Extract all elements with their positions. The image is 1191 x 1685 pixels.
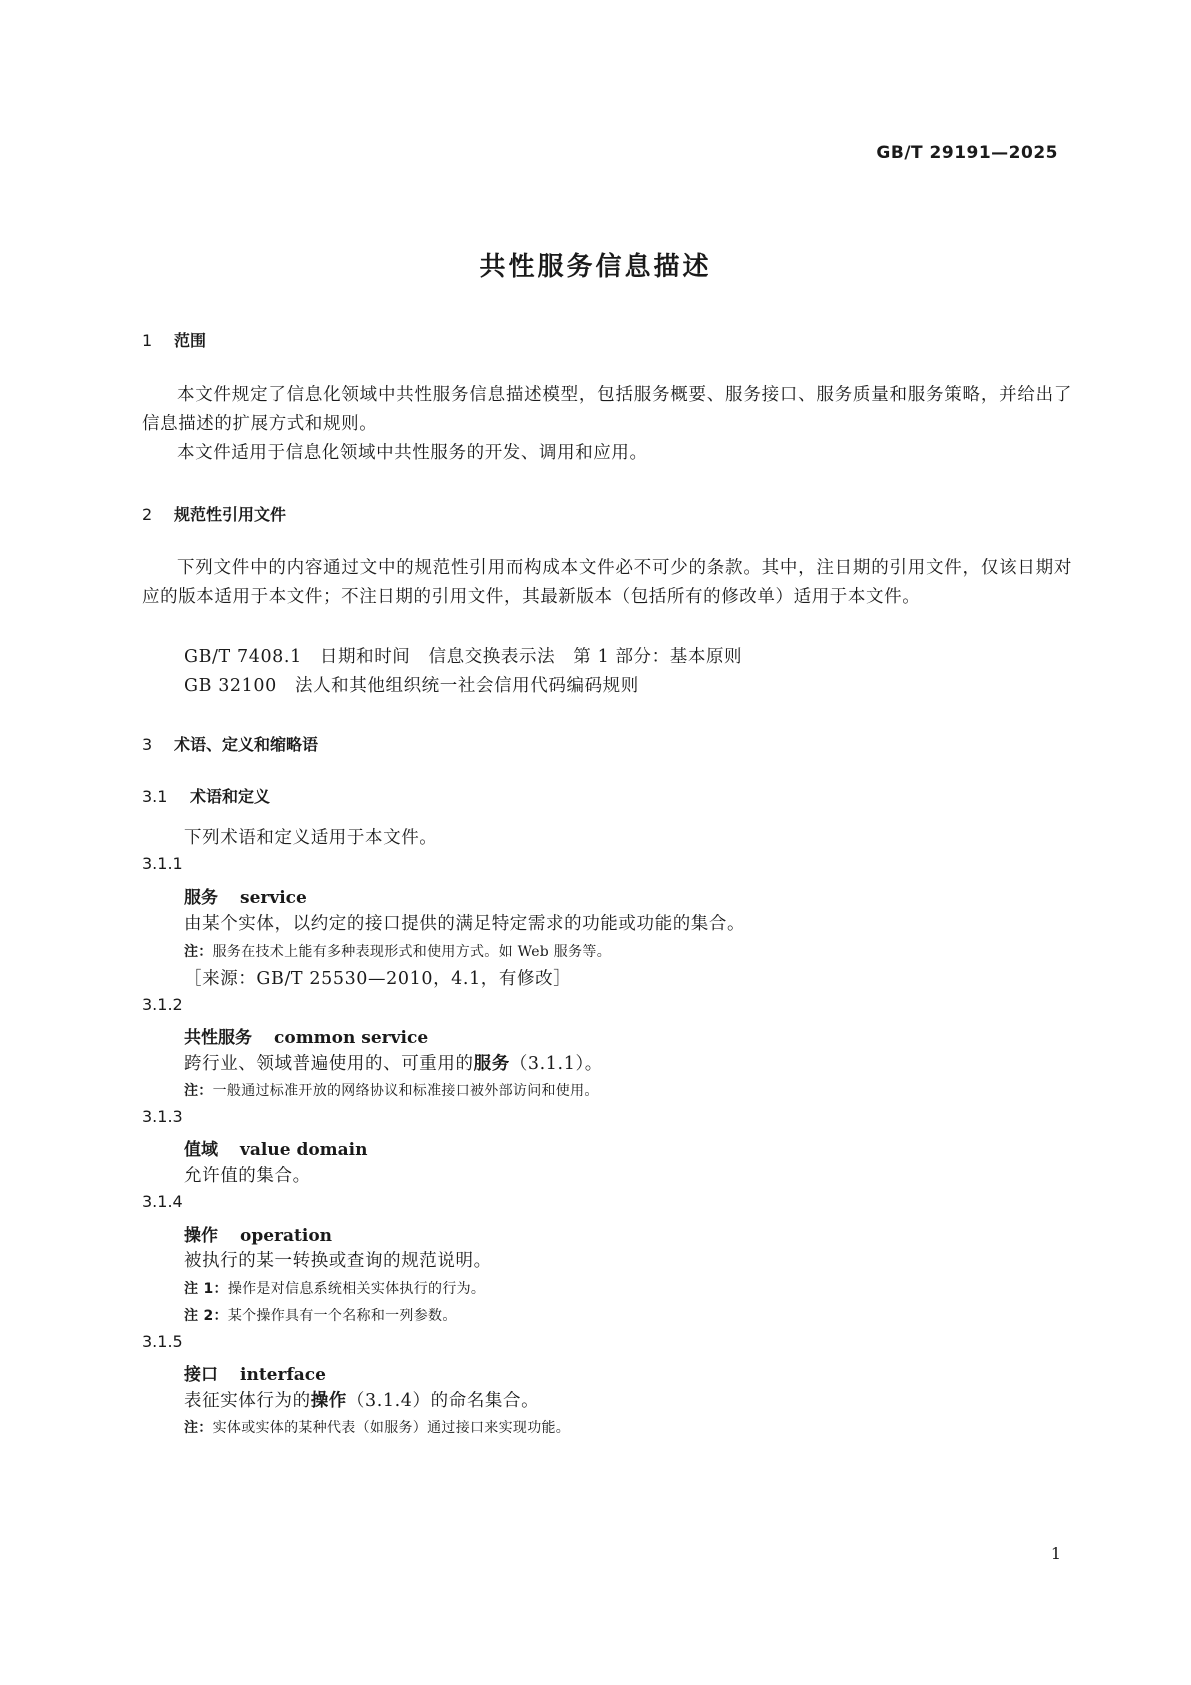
term-zh: 值域: [184, 1140, 218, 1160]
term-number: 3.1.4: [142, 1192, 183, 1211]
subsection-number: 3.1: [142, 787, 168, 806]
term-zh: 操作: [184, 1226, 218, 1246]
document-title: 共性服务信息描述: [479, 252, 712, 282]
page-number: 1: [1050, 1544, 1061, 1563]
term-heading: [184, 883, 307, 908]
term-number: 3.1.3: [142, 1107, 183, 1126]
term-number: 3.1.1: [142, 854, 183, 873]
section-3-heading: [142, 732, 318, 755]
section-number: 1: [142, 331, 153, 350]
scope-paragraph-1: 本文件规定了信息化领域中共性服务信息描述模型，包括服务概要、服务接口、服务质量和服务策略，并给出了信息描述的扩展方式和规则。: [142, 385, 1072, 434]
term-note: [184, 1278, 485, 1298]
term-reference: 操作: [310, 1391, 347, 1411]
definition-text: （3.1.1）。: [509, 1054, 603, 1074]
definition-text: （3.1.4）的命名集合。: [346, 1391, 540, 1411]
term-en: common service: [274, 1028, 429, 1048]
term-en: interface: [240, 1365, 326, 1385]
term-definition: [184, 1050, 603, 1075]
reference-item: GB/T 7408.1 日期和时间 信息交换表示法 第 1 部分：基本原则: [184, 647, 743, 667]
term-note: [184, 941, 611, 961]
note-label: 注：: [184, 1083, 213, 1099]
term-zh: 服务: [184, 888, 218, 908]
term-note: [184, 1080, 599, 1100]
term-number: 3.1.5: [142, 1332, 183, 1351]
note-text: 操作是对信息系统相关实体执行的行为。: [227, 1281, 486, 1297]
term-number: 3.1.2: [142, 995, 183, 1014]
term-en: operation: [240, 1226, 333, 1246]
note-label: 注 2：: [184, 1308, 228, 1324]
note-label: 注 1：: [184, 1281, 228, 1297]
term-zh: 共性服务: [184, 1028, 252, 1048]
term-zh: 接口: [184, 1365, 218, 1385]
terms-intro: 下列术语和定义适用于本文件。: [184, 828, 438, 848]
section-title: 范围: [174, 331, 207, 350]
term-definition: 允许值的集合。: [184, 1166, 311, 1186]
section-2-heading: [142, 502, 286, 525]
section-title: 规范性引用文件: [174, 505, 287, 524]
section-1-heading: [142, 328, 206, 351]
note-text: 一般通过标准开放的网络协议和标准接口被外部访问和使用。: [212, 1083, 599, 1099]
note-label: 注：: [184, 944, 213, 960]
note-label: 注：: [184, 1420, 213, 1436]
term-en: value domain: [240, 1140, 368, 1160]
term-note: [184, 1305, 457, 1325]
scope-paragraph-2: 本文件适用于信息化领域中共性服务的开发、调用和应用。: [177, 443, 648, 463]
term-source: ［来源：GB/T 25530—2010，4.1，有修改］: [184, 969, 572, 989]
definition-text: 跨行业、领域普遍使用的、可重用的: [184, 1054, 474, 1074]
term-heading: [184, 1135, 368, 1160]
term-heading: [184, 1023, 428, 1048]
note-text: 服务在技术上能有多种表现形式和使用方式。如 Web 服务等。: [212, 944, 612, 960]
subsection-title: 术语和定义: [190, 787, 271, 806]
term-definition: 由某个实体，以约定的接口提供的满足特定需求的功能或功能的集合。: [184, 914, 746, 934]
term-en: service: [240, 888, 307, 908]
term-note: [184, 1417, 570, 1437]
note-text: 实体或实体的某种代表（如服务）通过接口来实现功能。: [212, 1420, 571, 1436]
normative-references-paragraph: 下列文件中的内容通过文中的规范性引用而构成本文件必不可少的条款。其中，注日期的引用文件，仅该日期对应的版本适用于本文件；不注日期的引用文件，其最新版本（包括所有的修改单）适用于本文件。: [142, 558, 1072, 607]
subsection-3-1-heading: [142, 784, 270, 807]
term-heading: [184, 1221, 332, 1246]
term-heading: [184, 1360, 326, 1385]
term-reference: 服务: [473, 1054, 510, 1074]
term-definition: 被执行的某一转换或查询的规范说明。: [184, 1251, 492, 1271]
standard-number: GB/T 29191—2025: [876, 143, 1058, 163]
term-definition: [184, 1387, 539, 1412]
reference-item: GB 32100 法人和其他组织统一社会信用代码编码规则: [184, 676, 639, 696]
note-text: 某个操作具有一个名称和一列参数。: [227, 1308, 457, 1324]
section-title: 术语、定义和缩略语: [174, 735, 319, 754]
section-number: 2: [142, 505, 153, 524]
definition-text: 表征实体行为的: [184, 1391, 311, 1411]
section-number: 3: [142, 735, 153, 754]
